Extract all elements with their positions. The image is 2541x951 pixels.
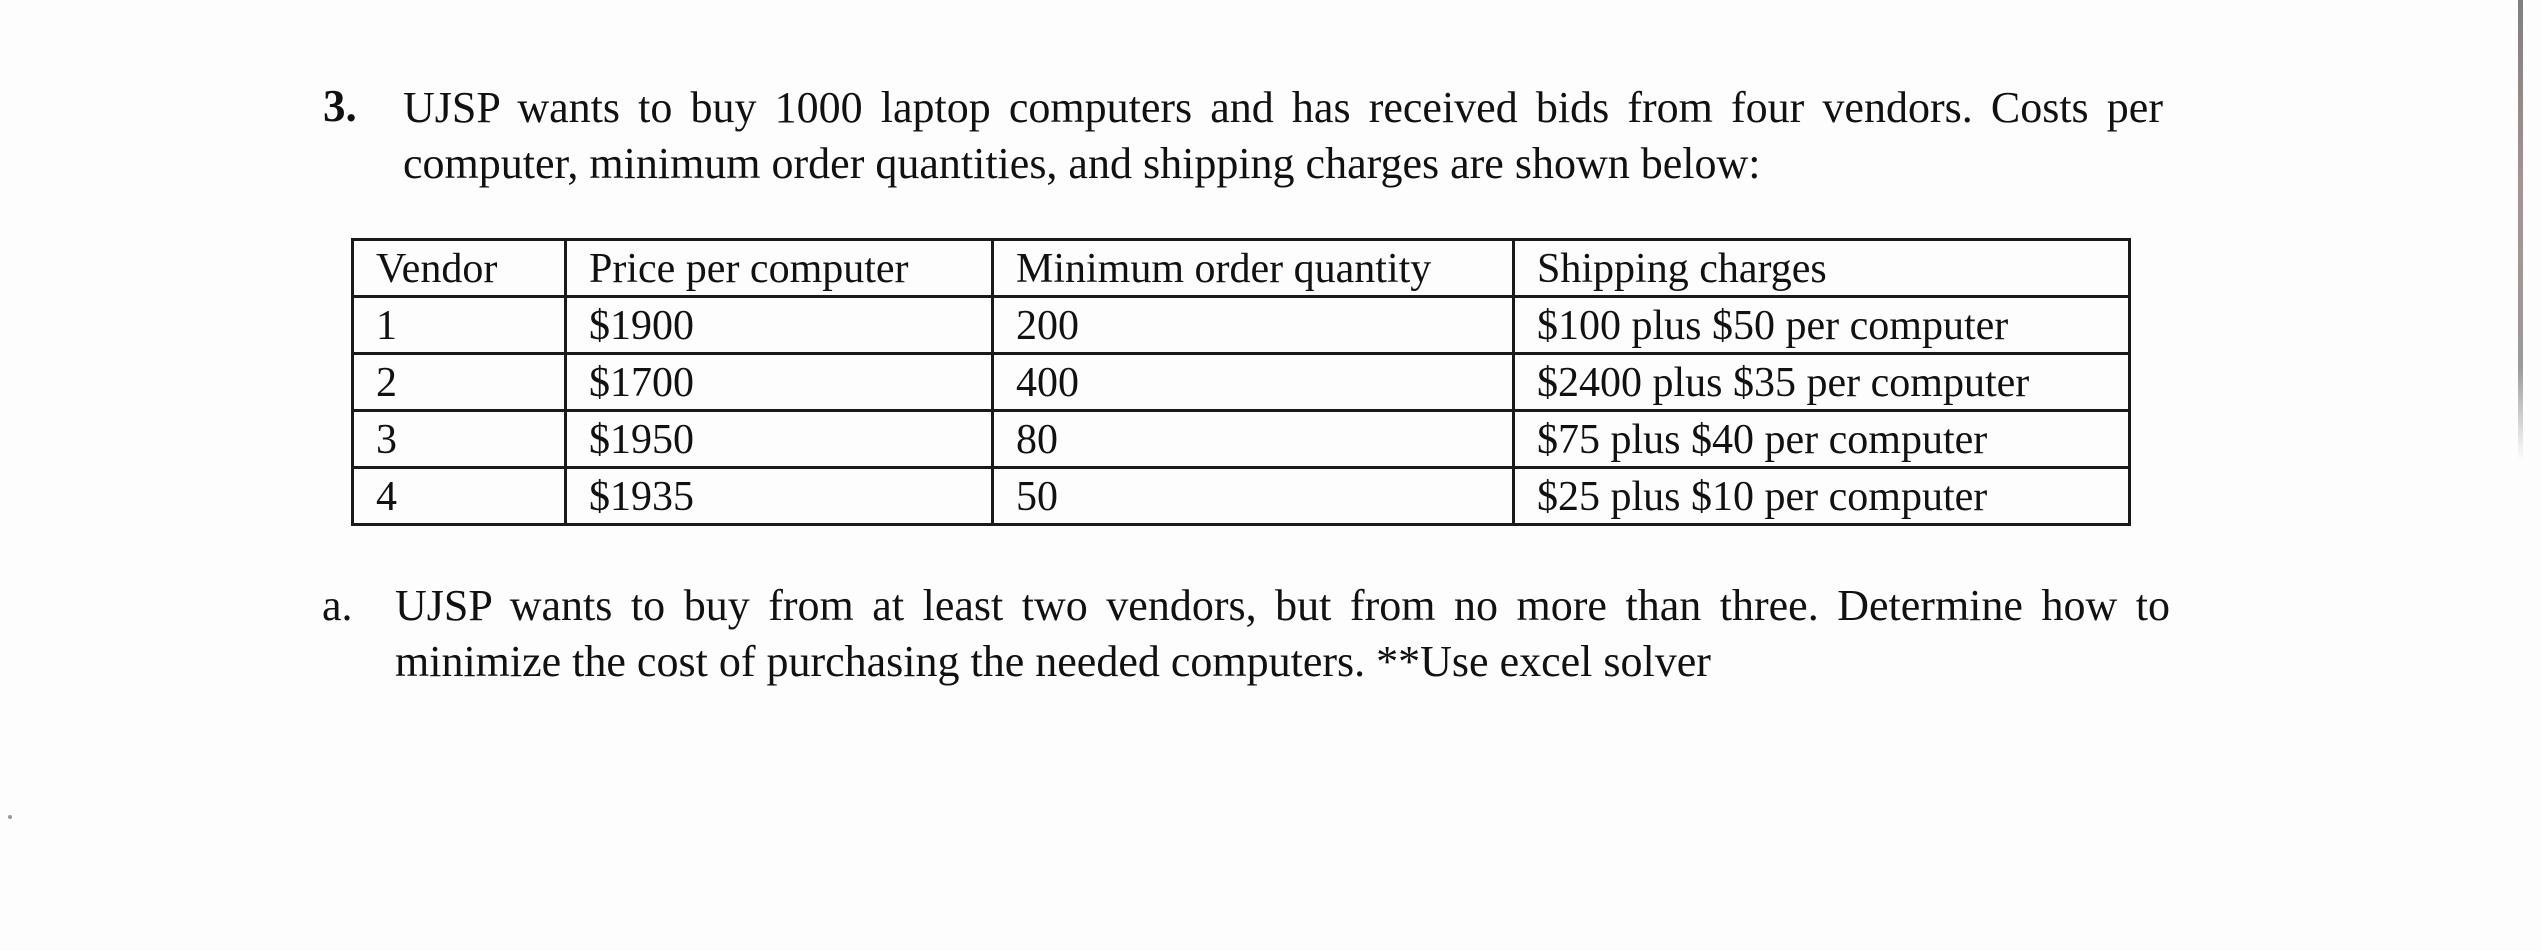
- cell-vendor: 3: [353, 411, 566, 468]
- cell-min-order: 80: [993, 411, 1514, 468]
- cell-shipping: $100 plus $50 per computer: [1514, 297, 2130, 354]
- part-a-text: UJSP wants to buy from at least two vendors, but from no more than three. Determine how to minimize the cost of purchasing the needed computers. **Use excel solver: [395, 581, 2170, 686]
- cell-shipping: $25 plus $10 per computer: [1514, 468, 2130, 525]
- cell-min-order: 400: [993, 354, 1514, 411]
- cell-min-order: 200: [993, 297, 1514, 354]
- cell-price: $1935: [566, 468, 993, 525]
- table-row: [353, 297, 2130, 354]
- cell-shipping: $75 plus $40 per computer: [1514, 411, 2130, 468]
- cell-min-order: 50: [993, 468, 1514, 525]
- question-number: 3.: [323, 81, 357, 131]
- vendor-bids-table: [351, 238, 2131, 526]
- cell-price: $1900: [566, 297, 993, 354]
- header-shipping: Shipping charges: [1514, 240, 2130, 297]
- scan-edge-shadow: [2518, 0, 2523, 460]
- cell-shipping: $2400 plus $35 per computer: [1514, 354, 2130, 411]
- table-row: [353, 468, 2130, 525]
- table-row: [353, 411, 2130, 468]
- cell-price: $1950: [566, 411, 993, 468]
- cell-vendor: 2: [353, 354, 566, 411]
- cell-price: $1700: [566, 354, 993, 411]
- part-a-label: a.: [322, 581, 353, 630]
- header-price: Price per computer: [566, 240, 993, 297]
- table-row: [353, 354, 2130, 411]
- table-header-row: [353, 240, 2130, 297]
- question-text: UJSP wants to buy 1000 laptop computers and has received bids from four vendors. Costs per computer, minimum order quantities, and shipping charges are shown below:: [403, 83, 2163, 188]
- scan-speck: [8, 815, 12, 819]
- cell-vendor: 1: [353, 297, 566, 354]
- header-vendor: Vendor: [353, 240, 566, 297]
- header-min-order: Minimum order quantity: [993, 240, 1514, 297]
- cell-vendor: 4: [353, 468, 566, 525]
